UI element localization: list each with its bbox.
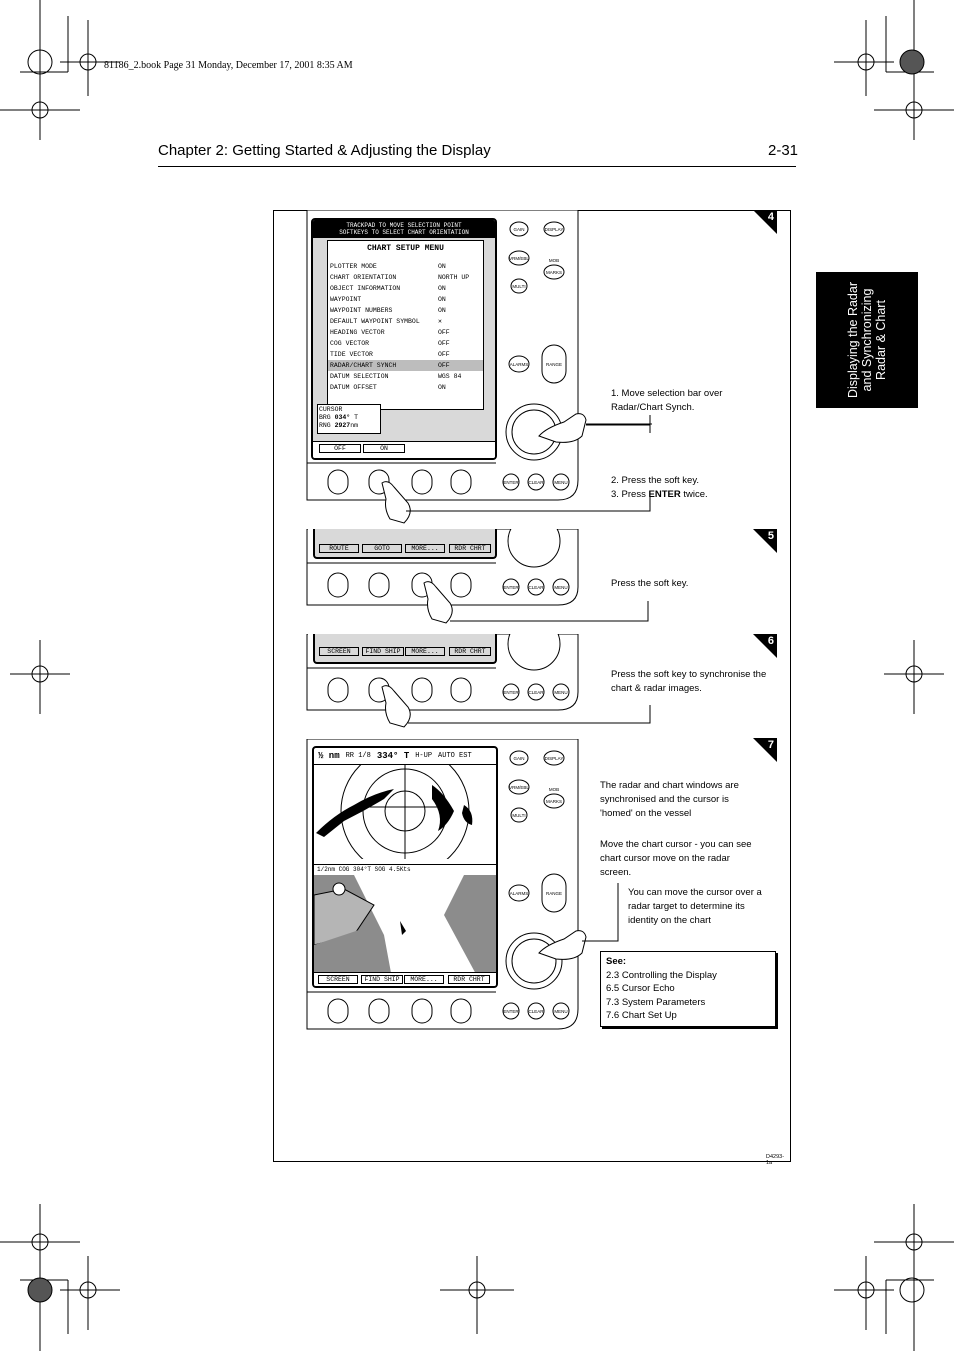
menu-row-value: ON: [438, 285, 446, 292]
radar-header: [314, 748, 496, 765]
menu-row[interactable]: [328, 338, 483, 349]
softkey-on[interactable]: ON: [363, 444, 405, 453]
menu-row-label: TIDE VECTOR: [330, 351, 373, 358]
vrm-ebl-button[interactable]: VRM/EBL: [509, 256, 529, 261]
menu-row-label: RADAR/CHART SYNCH: [330, 362, 397, 369]
radar-window: [314, 765, 496, 859]
step7-note-2: Move the chart cursor - you can see chart cursor move on the radar screen.: [600, 839, 752, 878]
side-tab-text: [846, 272, 888, 408]
header-rule: [158, 166, 796, 167]
step4-note-1: 1. Move selection bar over Radar/Chart Synch.: [611, 388, 723, 413]
menu-row-label: DATUM SELECTION: [330, 373, 389, 380]
step6-note: Press the soft key to synchronise the chart & radar images.: [611, 669, 767, 694]
chart-header: 1/2nm COG 304°T SOG 4.5Kts: [314, 864, 496, 875]
enter-button[interactable]: ENTER: [503, 585, 519, 590]
softkey-route[interactable]: ROUTE: [319, 544, 359, 553]
see-item: 7.6 Chart Set Up: [606, 1010, 677, 1021]
softkey-screen[interactable]: SCREEN: [319, 647, 359, 656]
mob-label: MOB: [548, 258, 560, 263]
step4-note-2-prefix: 3. Press: [611, 489, 649, 500]
menu-row[interactable]: [328, 360, 483, 371]
menu-row-label: WAYPOINT: [330, 296, 362, 303]
step6-lcd-screen: [313, 634, 497, 664]
menu-row-label: HEADING VECTOR: [330, 329, 385, 336]
section-side-tab: [816, 272, 918, 408]
menu-row-value: ON: [438, 384, 446, 391]
rng-unit: nm: [350, 422, 359, 429]
menu-row-label: OBJECT INFORMATION: [330, 285, 401, 292]
leader-line: [586, 415, 656, 435]
menu-row[interactable]: [328, 283, 483, 294]
softkey-more[interactable]: MORE...: [405, 647, 445, 656]
range-button[interactable]: RANGE: [545, 891, 563, 896]
mob-label: MOB: [548, 787, 560, 792]
multi-button[interactable]: MULTI: [512, 284, 526, 289]
menu-row-label: COG VECTOR: [330, 340, 370, 347]
see-title: See:: [606, 956, 627, 967]
menu-button[interactable]: MENU: [554, 1009, 568, 1014]
menu-button[interactable]: MENU: [554, 690, 568, 695]
brg-label: BRG: [319, 414, 331, 421]
page-number: 2-31: [768, 142, 799, 159]
softkey-find-ship[interactable]: FIND SHIP: [362, 647, 404, 656]
step4-note-2-line1: 2. Press the soft key.: [611, 475, 700, 486]
clear-button[interactable]: CLEAR: [528, 585, 544, 590]
menu-row-label: DEFAULT WAYPOINT SYMBOL: [330, 318, 420, 325]
menu-row-value: ON: [438, 296, 446, 303]
see-item: 6.5 Cursor Echo: [606, 983, 675, 994]
menu-title: CHART SETUP MENU: [367, 244, 444, 253]
gain-button[interactable]: GAIN: [513, 227, 525, 232]
chart-setup-menu: [327, 240, 484, 410]
step7-lcd-screen: [312, 746, 498, 988]
leader-line: [582, 879, 622, 949]
display-button[interactable]: DISPLAY: [544, 756, 564, 761]
menu-row[interactable]: [328, 294, 483, 305]
step-5-badge: 5: [753, 529, 777, 553]
radar-rings: RR 1/8: [345, 752, 371, 760]
side-tab-line2: and Synchronizing: [860, 288, 874, 392]
print-slug: 81186_2.book Page 31 Monday, December 17, 2001 8:35 AM: [104, 60, 353, 71]
step5-note: Press the soft key.: [611, 578, 689, 589]
gain-button[interactable]: GAIN: [513, 756, 525, 761]
menu-row[interactable]: [328, 316, 483, 327]
menu-row[interactable]: [328, 305, 483, 316]
see-also-box: [600, 951, 776, 1027]
menu-row[interactable]: [328, 382, 483, 393]
chapter-title: Chapter 2: Getting Started & Adjusting the Display: [158, 142, 491, 159]
step5-lcd-screen: [313, 529, 497, 559]
menu-row[interactable]: [328, 349, 483, 360]
enter-button[interactable]: ENTER: [503, 690, 519, 695]
menu-row-value: OFF: [438, 351, 450, 358]
clear-button[interactable]: CLEAR: [528, 480, 544, 485]
softkey-goto[interactable]: GOTO: [362, 544, 402, 553]
enter-button[interactable]: ENTER: [503, 1009, 519, 1014]
menu-row-value: OFF: [438, 340, 450, 347]
clear-button[interactable]: CLEAR: [528, 690, 544, 695]
cursor-readout: [317, 404, 381, 434]
menu-row-value: NORTH UP: [438, 274, 470, 281]
softkey-rdr-chrt[interactable]: RDR CHRT: [449, 544, 491, 553]
menu-row[interactable]: [328, 261, 483, 272]
clear-button[interactable]: CLEAR: [528, 1009, 544, 1014]
alarms-button[interactable]: ALARMS: [509, 362, 529, 367]
alarms-button[interactable]: ALARMS: [509, 891, 529, 896]
softkey-more[interactable]: MORE...: [404, 975, 444, 984]
menu-row[interactable]: [328, 327, 483, 338]
softkey-find-ship[interactable]: FIND SHIP: [361, 975, 403, 984]
vrm-ebl-button[interactable]: VRM/EBL: [509, 785, 529, 790]
radar-mode: H-UP: [415, 752, 433, 760]
see-item: 2.3 Controlling the Display: [606, 969, 717, 981]
side-tab-line1: Displaying the Radar: [846, 281, 860, 399]
side-tab-line3: Radar & Chart: [874, 300, 888, 380]
softkey-rdr-chrt[interactable]: RDR CHRT: [449, 647, 491, 656]
menu-button[interactable]: MENU: [554, 585, 568, 590]
softkey-off[interactable]: OFF: [319, 444, 361, 453]
step4-note-2: [611, 474, 761, 502]
softkey-screen[interactable]: SCREEN: [318, 975, 358, 984]
softkey-more[interactable]: MORE...: [405, 544, 445, 553]
cursor-title: CURSOR: [319, 406, 343, 413]
step7-note-1: The radar and chart windows are synchronised and the cursor is 'homed' on the vessel: [600, 780, 739, 819]
menu-row-value: OFF: [438, 329, 450, 336]
brg-unit: T: [354, 414, 359, 421]
rng-value: 2927: [334, 422, 351, 429]
menu-button[interactable]: MENU: [554, 480, 568, 485]
step-6-badge: 6: [753, 634, 777, 658]
enter-button[interactable]: ENTER: [503, 480, 519, 485]
figure-code: D4293-1a: [766, 1154, 785, 1166]
menu-row[interactable]: [328, 272, 483, 283]
marks-button[interactable]: MARKS: [545, 270, 563, 275]
step-4-badge: 4: [753, 210, 777, 234]
radar-extra: AUTO EST: [438, 752, 472, 760]
see-item: 7.3 System Parameters: [606, 996, 706, 1008]
menu-row[interactable]: [328, 371, 483, 382]
step7-note-3: You can move the cursor over a radar target to determine its identity on the chart: [628, 887, 762, 926]
menu-row-value: ON: [438, 263, 446, 270]
step4-lcd-screen: [311, 218, 497, 460]
menu-row-value: WGS 84: [438, 373, 462, 380]
menu-row-value: ON: [438, 307, 446, 314]
multi-button[interactable]: MULTI: [512, 813, 526, 818]
brg-value: 034°: [334, 414, 351, 421]
radar-range: ½ nm: [318, 751, 340, 761]
rng-label: RNG: [319, 422, 331, 429]
step4-note-2-suffix: twice.: [680, 489, 708, 500]
menu-row-label: PLOTTER MODE: [330, 263, 377, 270]
menu-row-label: CHART ORIENTATION: [330, 274, 397, 281]
menu-row-value: OFF: [438, 362, 450, 369]
step-7-badge: 7: [753, 738, 777, 762]
softkey-rdr-chrt[interactable]: RDR CHRT: [448, 975, 490, 984]
display-button[interactable]: DISPLAY: [544, 227, 564, 232]
lcd-instruction-line1: TRACKPAD TO MOVE SELECTION POINT: [346, 222, 462, 229]
menu-row-label: DATUM OFFSET: [330, 384, 377, 391]
range-button[interactable]: RANGE: [545, 362, 563, 367]
lcd-instruction-line2: SOFTKEYS TO SELECT CHART ORIENTATION: [339, 229, 469, 236]
menu-row-value: ✕: [438, 318, 442, 325]
marks-button[interactable]: MARKS: [545, 799, 563, 804]
radar-heading: 334° T: [376, 751, 410, 761]
enter-key-label: ENTER: [648, 489, 681, 500]
menu-row-label: WAYPOINT NUMBERS: [330, 307, 393, 314]
